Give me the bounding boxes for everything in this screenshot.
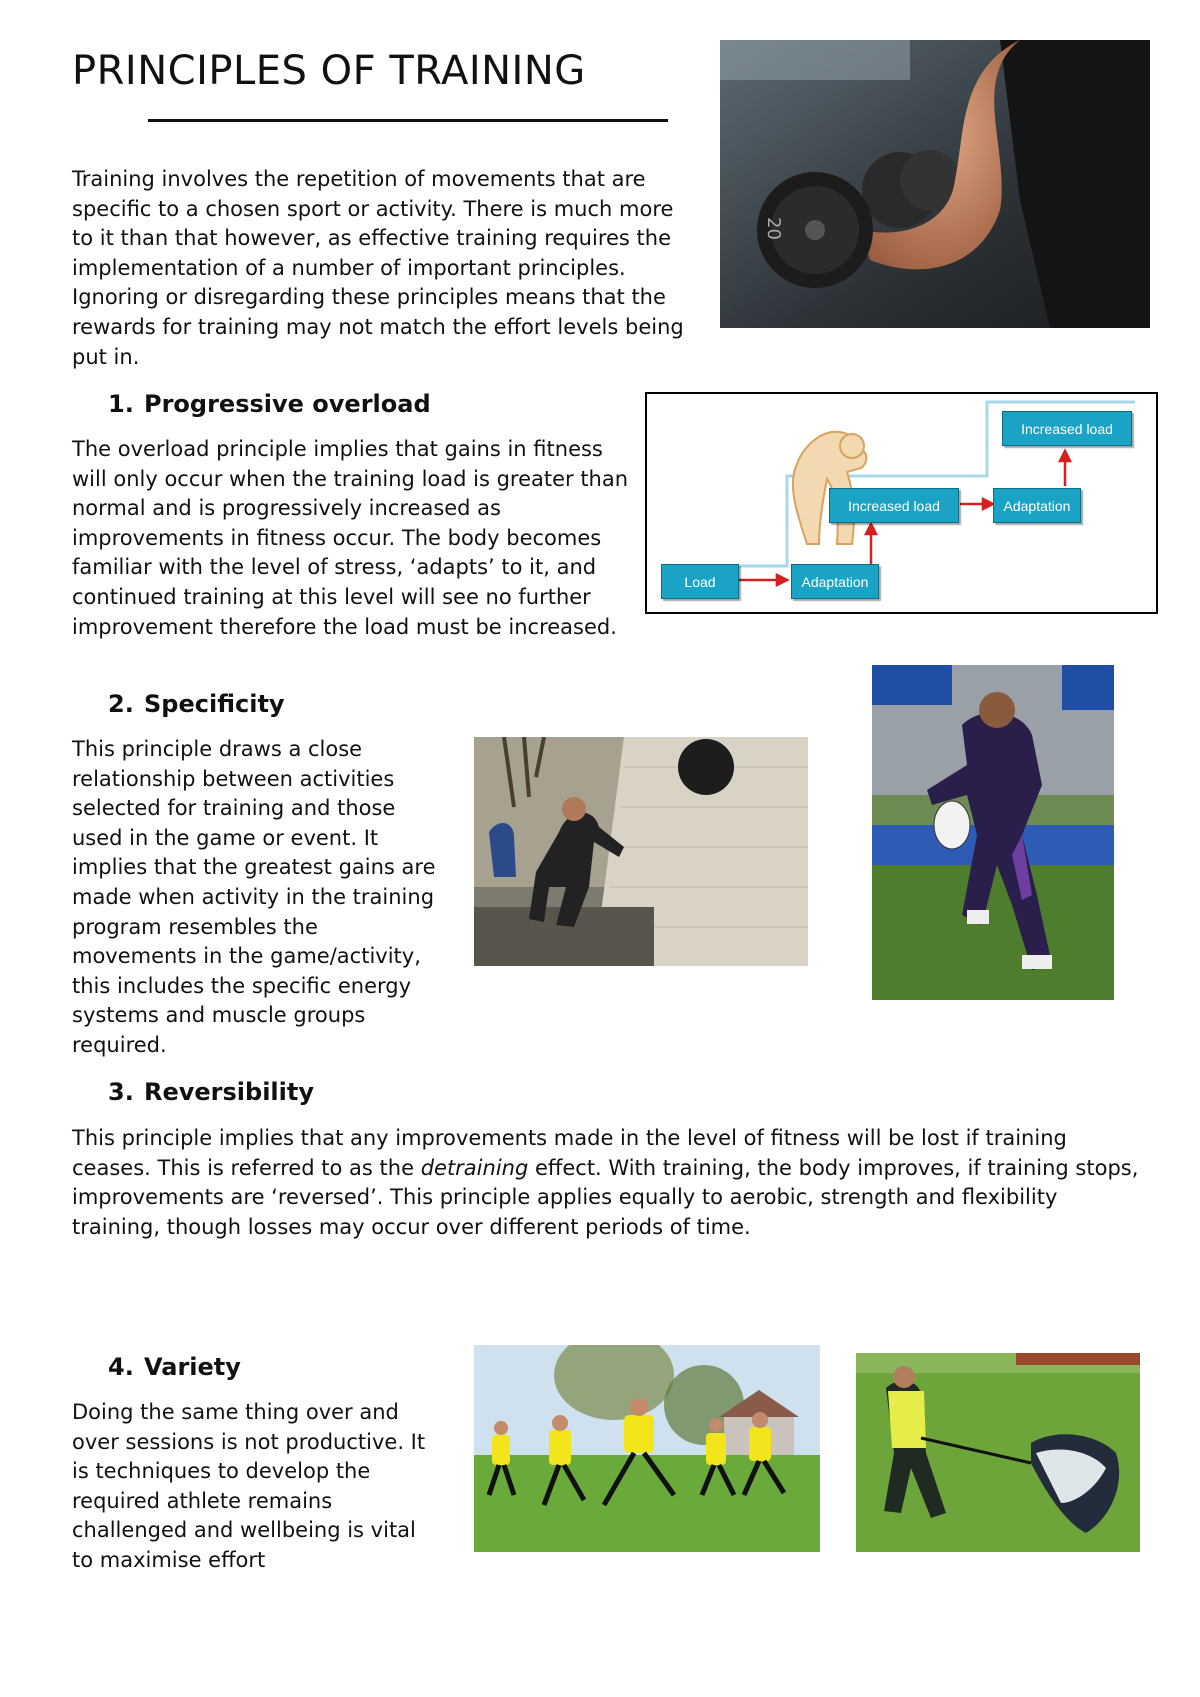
diagram-box-increased-load-2: Increased load xyxy=(1002,411,1132,446)
reversibility-text-1: This principle implies that any improvements made in the level of fitness will be lost if training ceases. This is referred to as the xyxy=(72,1126,1067,1180)
section-heading-specificity xyxy=(108,690,285,718)
overload-diagram xyxy=(645,392,1158,614)
wall-ball-photo xyxy=(474,737,808,966)
section-number: 3. xyxy=(108,1078,134,1106)
page-title: PRINCIPLES OF TRAINING xyxy=(72,48,586,94)
section-heading-progressive-overload xyxy=(108,390,431,418)
specificity-paragraph: This principle draws a close relationship between activities selected for training and those used in the game or event. It implies that the greatest gains are made when activity in the training program resembles the movements in the game/activity, this includes the specific energy systems and muscle groups required. xyxy=(72,737,436,1057)
diagram-box-load: Load xyxy=(661,564,739,599)
diagram-box-adaptation-2: Adaptation xyxy=(993,488,1081,523)
intro-paragraph: Training involves the repetition of movements that are specific to a chosen sport or activity. There is much more to it than that however, as effective training requires the implementation of a number of important principles. Ignoring or disregarding these principles means that the rewards for training may not match the effort levels being put in. xyxy=(72,167,684,369)
detraining-term: detraining xyxy=(420,1155,529,1180)
section-heading-variety xyxy=(108,1353,241,1381)
section-number: 1. xyxy=(108,390,134,418)
variety-paragraph: Doing the same thing over and over sessions is not productive. It is techniques to develop the required athlete remains challenged and wellbeing is vital to maximise effort xyxy=(72,1400,426,1572)
reversibility-paragraph xyxy=(72,1124,1142,1242)
title-divider xyxy=(148,119,668,122)
diagram-box-adaptation-1: Adaptation xyxy=(791,564,879,599)
section-number: 4. xyxy=(108,1353,134,1381)
svg-text:20: 20 xyxy=(763,217,784,240)
diagram-box-increased-load-1: Increased load xyxy=(829,488,959,523)
progressive-overload-paragraph: The overload principle implies that gains in fitness will only occur when the training load is greater than normal and is progressively increased as improvements in fitness occur. The body becomes familiar with the level of stress, ‘adapts’ to it, and continued training at this level will see no further improvement therefore the load must be increased. xyxy=(72,437,629,639)
section-title: Variety xyxy=(144,1353,241,1381)
section-title: Reversibility xyxy=(144,1078,315,1106)
bicep-dumbbell-photo xyxy=(720,40,1150,328)
group-sprint-photo xyxy=(474,1345,820,1552)
rugby-player-photo xyxy=(872,665,1114,1000)
reversibility-text-2: effect. With training, the body improves, if training stops, improvements are ‘reversed’. This principle applies equally to aerobic, strength and flexibility training, though losses may occur over different periods of time. xyxy=(72,1155,1139,1239)
section-title: Specificity xyxy=(144,690,285,718)
resistance-parachute-photo xyxy=(856,1353,1140,1552)
section-heading-reversibility xyxy=(108,1078,314,1106)
section-number: 2. xyxy=(108,690,134,718)
section-title: Progressive overload xyxy=(144,390,431,418)
